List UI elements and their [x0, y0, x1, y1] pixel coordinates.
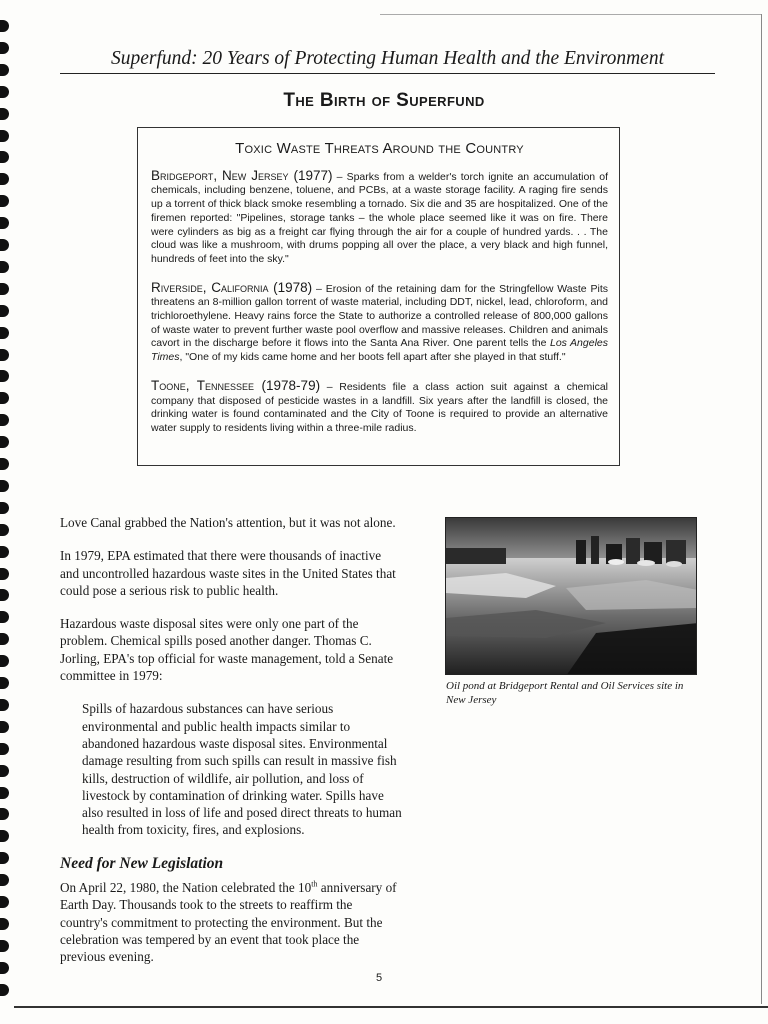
binder-hole: [0, 589, 9, 601]
incident-text: – Sparks from a welder's torch ignite an accumulation of chemicals, including benzene, toluene, and PCBs, at a waste storage facility. A raging fire sends up a torrent of thick black smoke resembling a tornado. Six die and 35 are hospitalized. One of the firemen reported: "Pipelines, storage tanks – the whole place seemed like it was on fire. There were cylinders as big as a freight car flying through the air for a couple of hundred yards. . . The cloud was like a mushroom, with drums popping all over the place, a very black and high funnel, hundreds of feet into the sky.": [151, 170, 608, 265]
binder-hole: [0, 940, 9, 952]
binder-hole: [0, 765, 9, 777]
body-paragraph-2: In 1979, EPA estimated that there were thousands of inactive and uncontrolled hazardous waste sites in the United States that could pose a serious risk to public health.: [60, 548, 396, 598]
paragraph-text: On April 22, 1980, the Nation celebrated the 10: [60, 880, 312, 896]
binder-hole: [0, 370, 9, 382]
incident-place: Bridgeport, New Jersey (1977): [151, 167, 333, 183]
binder-hole: [0, 130, 9, 142]
binder-holes: [0, 20, 14, 1005]
binder-hole: [0, 633, 9, 645]
binder-hole: [0, 414, 9, 426]
binder-hole: [0, 458, 9, 470]
binder-hole: [0, 721, 9, 733]
binder-hole: [0, 677, 9, 689]
binder-hole: [0, 64, 9, 76]
incident-toone: [151, 379, 608, 436]
incident-bridgeport: [151, 169, 608, 267]
body-paragraph-4: [60, 879, 402, 965]
running-header: Superfund: 20 Years of Protecting Human Health and the Environment: [60, 48, 715, 74]
binder-hole: [0, 611, 9, 623]
binder-hole: [0, 305, 9, 317]
binder-hole: [0, 217, 9, 229]
binder-hole: [0, 239, 9, 251]
binder-hole: [0, 392, 9, 404]
binder-hole: [0, 349, 9, 361]
body-paragraph-1: Love Canal grabbed the Nation's attention, but it was not alone.: [60, 515, 396, 530]
binder-hole: [0, 480, 9, 492]
binder-hole: [0, 327, 9, 339]
binder-hole: [0, 42, 9, 54]
binder-hole: [0, 502, 9, 514]
binder-hole: [0, 984, 9, 996]
incident-riverside: [151, 281, 608, 365]
sidebar-title: Toxic Waste Threats Around the Country: [235, 140, 524, 157]
body-column: [60, 514, 402, 982]
binder-hole: [0, 830, 9, 842]
page-number: 5: [375, 972, 383, 984]
incident-text-cont: , "One of my kids came home and her boots fell apart after she played in that stuff.": [179, 351, 566, 364]
ordinal-suffix: th: [311, 879, 318, 889]
oil-pond-photo: [445, 517, 697, 675]
binder-hole: [0, 896, 9, 908]
incident-text: – Erosion of the retaining dam for the Stringfellow Waste Pits threatens an 8-million gallon torrent of waste material, including DDT, nickel, lead, chloroform, and trichloroethylene. Heavy rains force the State to authorize a controlled release of 800,000 gallons of waste water to prevent further waste pool overflow and massive releases. Children and animals cavort in the discharge before it flows into the Santa Ana River. One parent tells the: [151, 282, 608, 350]
binder-hole: [0, 568, 9, 580]
binder-hole: [0, 524, 9, 536]
page-edge-bottom: [14, 1006, 768, 1008]
binder-hole: [0, 173, 9, 185]
body-paragraph-3: Hazardous waste disposal sites were only one part of the problem. Chemical spills posed another danger. Thomas C. Jorling, EPA's top official for waste management, told a Senate committee in 1979:: [60, 616, 394, 684]
incident-place: Toone, Tennessee (1978-79): [151, 377, 321, 393]
binder-hole: [0, 743, 9, 755]
binder-hole: [0, 283, 9, 295]
paragraph-text-cont: anniversary of Earth Day. Thousands took to the streets to reaffirm the country's commitment to protecting the environment. But the celebration was tempered by an event that took place the previous evening.: [60, 880, 397, 965]
binder-hole: [0, 20, 9, 32]
binder-hole: [0, 436, 9, 448]
binder-hole: [0, 852, 9, 864]
binder-hole: [0, 261, 9, 273]
section-heading: Need for New Legislation: [60, 854, 224, 872]
page-title: The Birth of Superfund: [283, 90, 485, 111]
sidebar-box: [137, 127, 620, 466]
newspaper-name: Los Angeles Times: [151, 337, 608, 364]
binder-hole: [0, 699, 9, 711]
photo-illustration: [446, 518, 697, 675]
incident-place: Riverside, California (1978): [151, 279, 313, 295]
jorling-quote: Spills of hazardous substances can have serious environmental and public health impacts similar to abandoned hazardous waste disposal sites. Environmental damage resulting from such spills can result in massive fish kills, destruction of wildlife, air pollution, and loss of livestock by contamination of drinking water. Spills have also resulted in loss of life and posed direct threats to human health from toxicity, fires, and explosions.: [82, 701, 402, 838]
binder-hole: [0, 874, 9, 886]
binder-hole: [0, 546, 9, 558]
incident-text: – Residents file a class action suit against a chemical company that disposed of pesticide wastes in a landfill. Six years after the landfill is closed, the drinking water is found contaminated and the City of Toone is required to provide an alternative water supply to residents living within a three-mile radius.: [151, 380, 609, 434]
binder-hole: [0, 151, 9, 163]
page-edge-top: [380, 14, 762, 15]
photo-caption: Oil pond at Bridgeport Rental and Oil Services site in New Jersey: [446, 680, 684, 706]
binder-hole: [0, 918, 9, 930]
binder-hole: [0, 195, 9, 207]
binder-hole: [0, 655, 9, 667]
binder-hole: [0, 808, 9, 820]
binder-hole: [0, 787, 9, 799]
page-edge-right: [761, 14, 762, 1004]
